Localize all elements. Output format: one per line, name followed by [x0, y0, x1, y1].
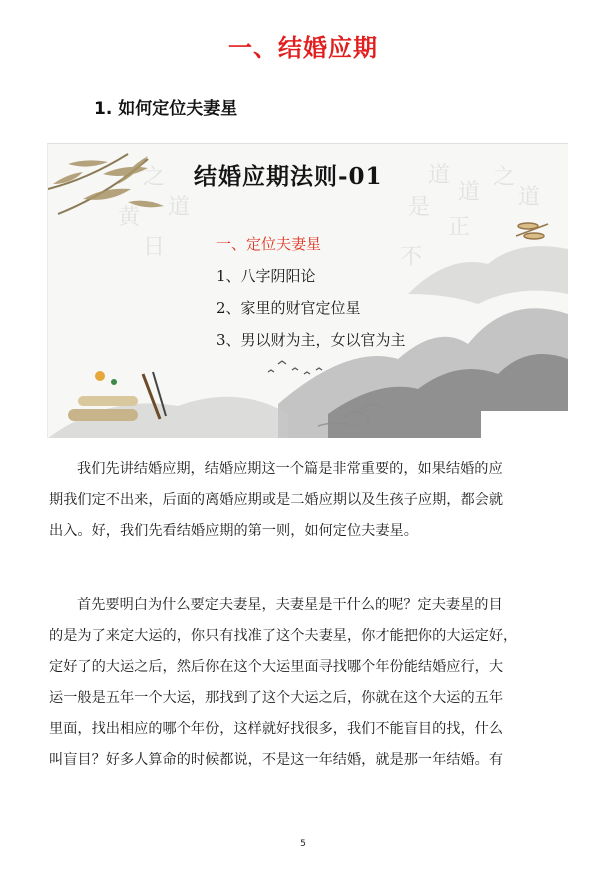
paragraph-line: 里面，找出相应的哪个年份，这样就好找很多，我们不能盲目的找，什么 [49, 721, 504, 737]
slide-line: 1、八字阴阳论 [216, 267, 316, 285]
svg-text:之: 之 [493, 165, 516, 190]
page-number: 5 [300, 839, 306, 849]
paragraph-line: 出入。好，我们先看结婚应期的第一则，如何定位夫妻星。 [49, 523, 418, 539]
svg-text:黄: 黄 [118, 205, 141, 230]
slide-line-heading: 一、定位夫妻星 [216, 235, 322, 253]
svg-text:道: 道 [518, 185, 541, 210]
slide-line: 3、男以财为主，女以官为主 [216, 331, 406, 349]
svg-text:正: 正 [448, 215, 471, 240]
paragraph-line: 定好了的大运之后，然后你在这个大运里面寻找哪个年份能结婚应行，大 [49, 659, 504, 675]
slide-title: 结婚应期法则-01 [194, 163, 383, 190]
paragraph-line: 运一般是五年一个大运，那找到了这个大运之后，你就在这个大运的五年 [49, 690, 504, 706]
paragraph-line: 首先要明白为什么要定夫妻星，夫妻星是干什么的呢？定夫妻星的目 [77, 597, 503, 613]
svg-text:道: 道 [458, 180, 481, 205]
white-patch [481, 411, 568, 438]
paragraph-line: 期我们定不出来，后面的离婚应期或是二婚应期以及生孩子应期，都会就 [49, 492, 504, 508]
svg-text:不: 不 [400, 245, 423, 270]
svg-text:是: 是 [408, 195, 431, 220]
paragraph [49, 590, 571, 776]
slide-line: 2、家里的财官定位星 [216, 299, 361, 317]
paragraph [49, 454, 571, 547]
svg-text:日: 日 [143, 235, 166, 260]
svg-text:道: 道 [428, 163, 451, 188]
paragraph-line: 的是为了来定大运的，你只有找准了这个夫妻星，你才能把你的大运定好， [49, 628, 518, 644]
paragraph-line: 叫盲目？好多人算命的时候都说，不是这一年结婚，就是那一年结婚。有 [49, 752, 504, 768]
section-title: 1. 如何定位夫妻星 [94, 99, 238, 119]
svg-text:道: 道 [168, 195, 191, 220]
page-heading: 一、结婚应期 [228, 34, 378, 62]
paragraph-line: 我们先讲结婚应期，结婚应期这一个篇是非常重要的，如果结婚的应 [77, 461, 503, 477]
slide-image [47, 143, 568, 438]
svg-text:之: 之 [143, 165, 166, 190]
